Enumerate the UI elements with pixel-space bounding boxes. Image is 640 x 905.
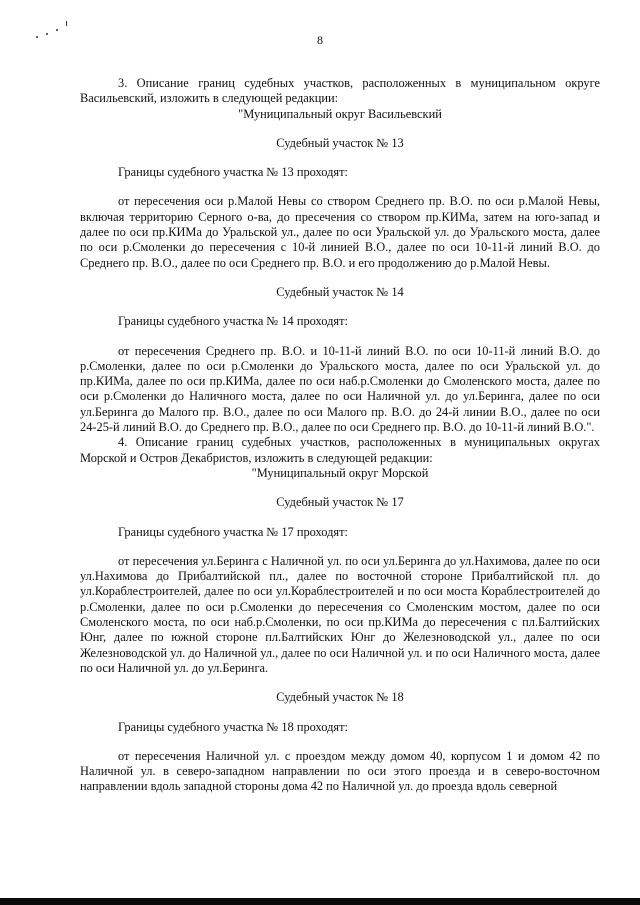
plot-17-boundary: от пересечения ул.Беринга с Наличной ул. по оси ул.Беринга до ул.Нахимова, далее по оси ул.Нахимова до Прибалтийской пл., далее по восточной стороне Прибалтийской пл. до ул.Кораблестроителей, далее по оси ул.Кораблестроителей и по оси моста Кораблестроителей до р.Смоленки, далее по оси р.Смоленки до пересечения со Смоленским мостом, далее по оси Смоленского моста, по оси наб.р.Смоленки, по оси пр.КИМа до пересечения с пл.Балтийских Юнг, далее по южной стороне пл.Балтийских Юнг до Железноводской ул., далее по оси Железноводской ул. до Наличной ул., далее по оси Наличной ул. и по оси Наличного моста, далее по оси Наличной ул. до ул.Беринга. (80, 553, 600, 675)
scan-speck (66, 21, 67, 26)
plot-18-lead: Границы судебного участка № 18 проходят: (118, 719, 348, 734)
item-3-intro: 3. Описание границ судебных участков, расположенных в муниципальном округе Васильевский, изложить в следующей редакции: (80, 76, 600, 106)
plot-14-heading: Судебный участок № 14 (276, 284, 404, 299)
district-title-vasilievsky: "Муниципальный округ Васильевский (238, 106, 442, 121)
plot-13-heading: Судебный участок № 13 (276, 135, 404, 150)
plot-17-lead: Границы судебного участка № 17 проходят: (118, 524, 348, 539)
plot-13-lead: Границы судебного участка № 13 проходят: (118, 165, 348, 180)
plot-13-boundary: от пересечения оси р.Малой Невы со створом Среднего пр. В.О. по оси р.Малой Невы, включая территорию Серного о-ва, до пресечения со створом пр.КИМа, затем на юго-запад и далее по оси пр.КИМа до Уральской ул., далее по оси Уральской ул. до Уральского моста, далее по оси р.Смоленки до пересечения с 10-й линией В.О., далее по оси 10-11-й линий В.О. до Среднего пр. В.О., далее по оси Среднего пр. В.О. и его продолжению до р.Малой Невы. (80, 194, 600, 270)
plot-14-lead: Границы судебного участка № 14 проходят: (118, 314, 348, 329)
plot-17-heading: Судебный участок № 17 (276, 495, 404, 510)
plot-18-heading: Судебный участок № 18 (276, 690, 404, 705)
document-body (80, 76, 600, 795)
district-title-morskoy: "Муниципальный округ Морской (251, 465, 429, 480)
plot-18-boundary: от пересечения Наличной ул. с проездом между домом 40, корпусом 1 и домом 42 по Наличной ул. в северо-западном направлении по оси этого проезда и в северо-восточном направлении вдоль западной стороны дома 42 по Наличной ул. до проезда вдоль северной (80, 748, 600, 794)
page-number: 8 (317, 33, 323, 47)
item-4-intro: 4. Описание границ судебных участков, расположенных в муниципальных округах Морской и Остров Декабристов, изложить в следующей редакции: (80, 435, 600, 465)
scan-speck (56, 29, 58, 31)
plot-14-boundary: от пересечения Среднего пр. В.О. и 10-11-й линий В.О. по оси 10-11-й линий В.О. до р.Смоленки, далее по оси р.Смоленки до Уральского моста, далее по оси Уральской ул. до пр.КИМа, далее по оси пр.КИМа, далее по оси наб.р.Смоленки до Смоленского моста, далее по оси р.Смоленки до Наличного моста, далее по оси Наличной ул. до ул.Беринга, далее по оси ул.Беринга до Малого пр. В.О., далее по оси Малого пр. В.О. до 24-й линии В.О., далее по оси 24-25-й линий В.О. до Среднего пр. В.О., далее по оси Среднего пр. В.О. до 10-11-й линий В.О.". (80, 343, 600, 435)
scan-bottom-edge (0, 898, 640, 905)
